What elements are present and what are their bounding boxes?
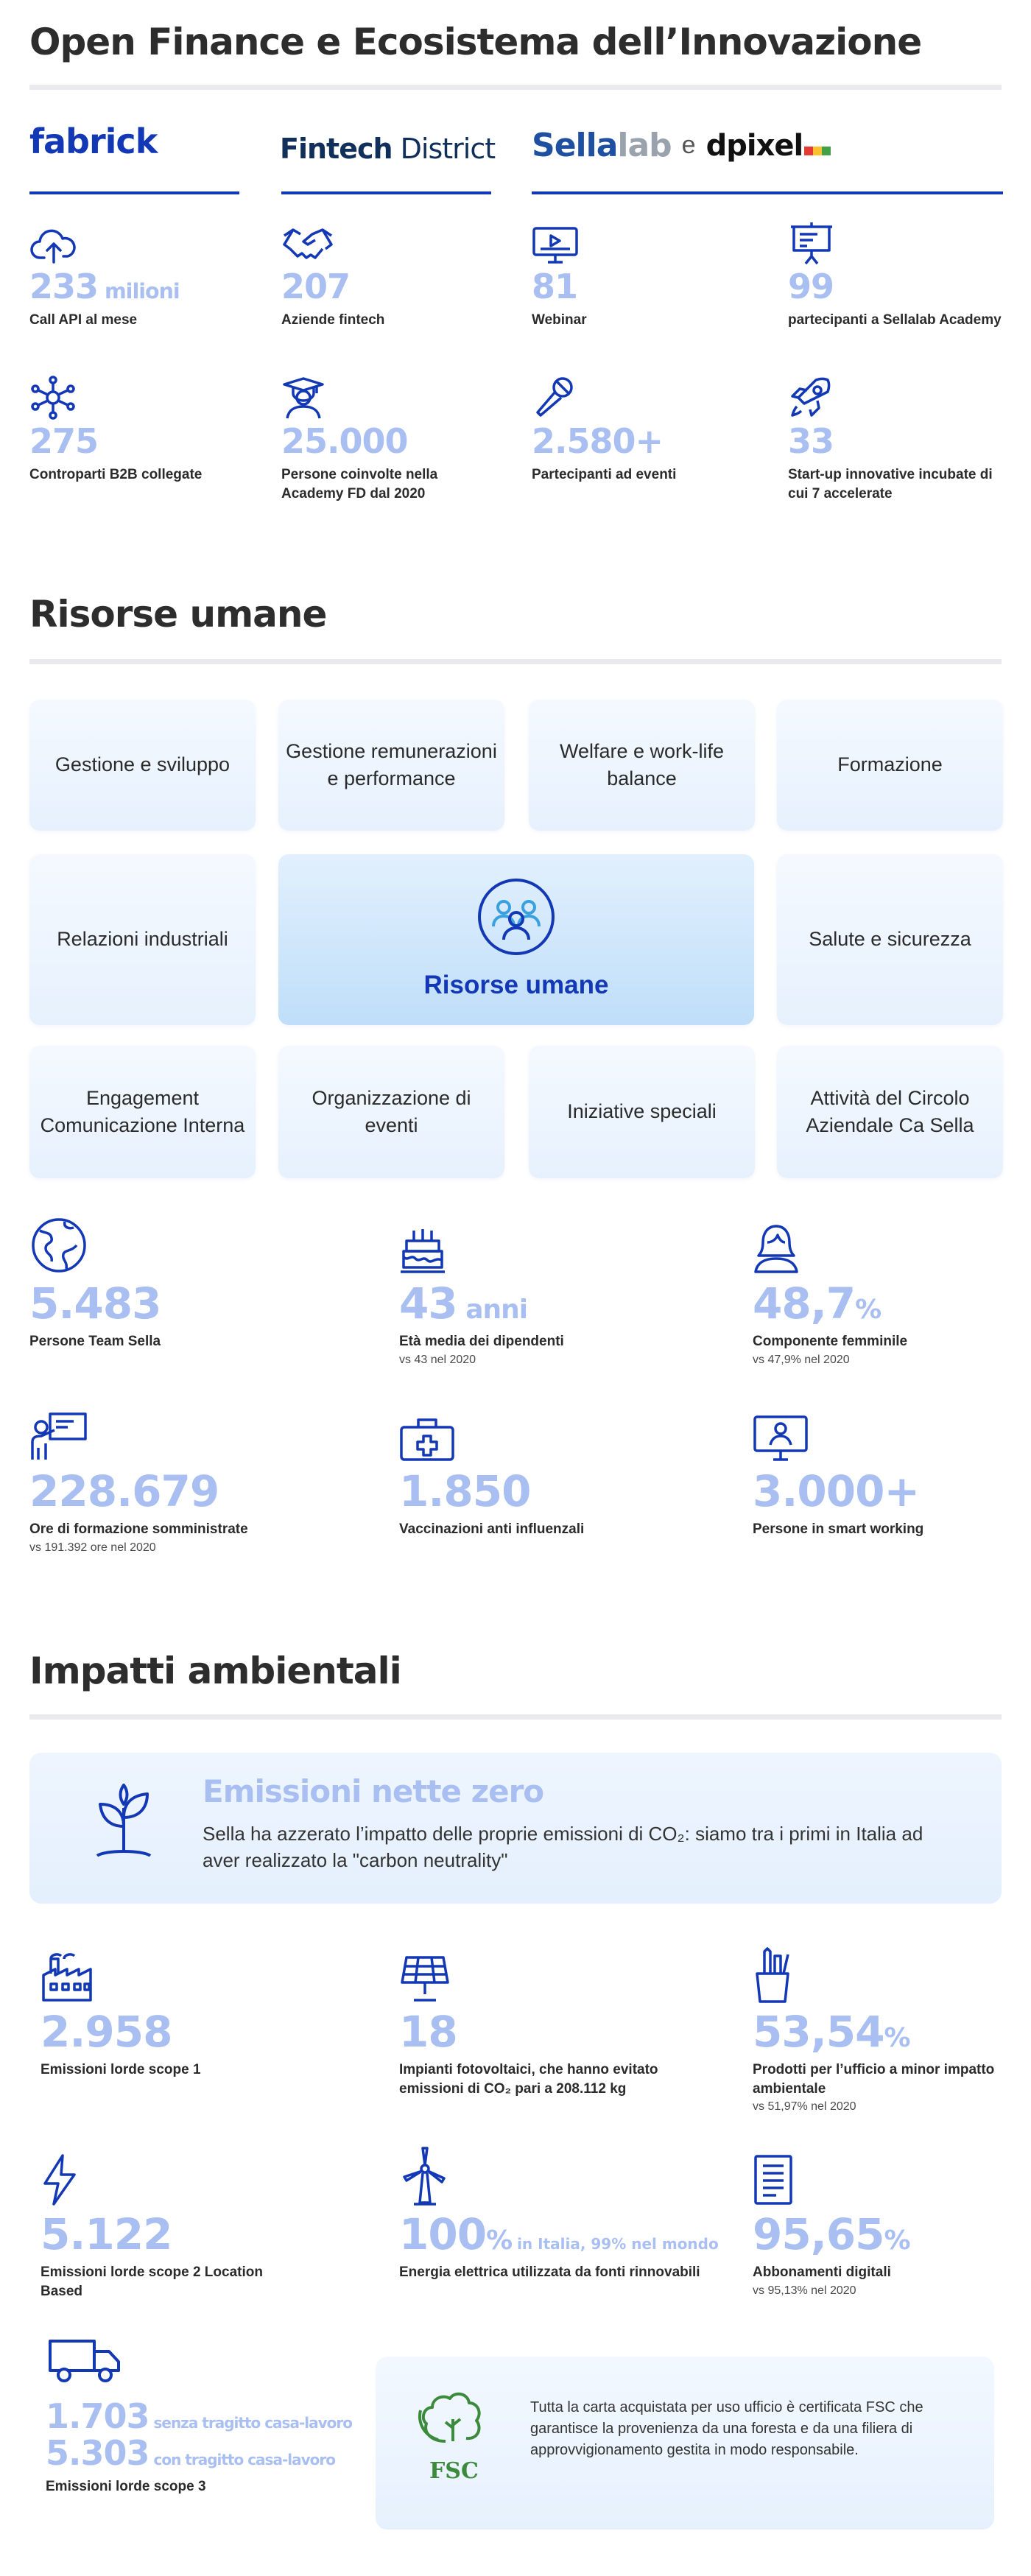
stat-value: 228.679 xyxy=(29,1466,219,1516)
hr-area-box: Organizzazione di eventi xyxy=(278,1046,504,1178)
fsc-box xyxy=(376,2357,994,2530)
presentation-board-icon xyxy=(788,219,1009,265)
stat-label: Persone Team Sella xyxy=(29,1334,161,1349)
stat-label: Impianti fotovoltaici, che hanno evitato emissioni di CO₂ pari a 208.112 kg xyxy=(399,2062,658,2097)
stat-label: Emissioni lorde scope 2 Location Based xyxy=(41,2264,263,2299)
stat-block xyxy=(753,1944,1018,2114)
fsc-text: Tutta la carta acquistata per uso ufficio è certificata FSC che garantisce la provenienza da una foresta e da una filiera di approvvigionamento gestita in modo responsabile. xyxy=(530,2399,923,2458)
stat-block xyxy=(399,1219,679,1367)
hr-area-box: Formazione xyxy=(777,700,1003,831)
net-zero-text: Sella ha azzerato l’impatto delle proprie emissioni di CO₂: siamo tra i primi in Italia ad aver realizzato la "carbon neutrality" xyxy=(203,1823,923,1872)
hr-area-box: Gestione e sviluppo xyxy=(29,700,256,831)
stat-block xyxy=(788,219,1009,330)
stat-label: Partecipanti ad eventi xyxy=(532,467,677,482)
hr-center-title: Risorse umane xyxy=(423,970,609,999)
plant-icon xyxy=(87,1782,161,1863)
hr-area-box: Iniziative speciali xyxy=(529,1046,755,1178)
remote-worker-icon xyxy=(753,1407,1031,1463)
stat-value: 33 xyxy=(788,421,834,461)
microphone-icon xyxy=(532,374,753,420)
stat-value: 5.122 xyxy=(41,2209,172,2259)
stat-block xyxy=(753,2147,1018,2298)
stat-label: Età media dei dipendenti xyxy=(399,1334,564,1349)
stat-sub: vs 95,13% nel 2020 xyxy=(753,2284,856,2297)
dpixel-logo: dpixel xyxy=(706,129,831,163)
stat-value: 275 xyxy=(29,421,99,461)
stat-value: 5.483 xyxy=(29,1278,161,1329)
logo-underline xyxy=(281,191,491,194)
team-circle-icon xyxy=(476,876,557,957)
stat-value: 48,7% xyxy=(753,1278,882,1329)
logo-underline xyxy=(532,191,1003,194)
stat-label: Webinar xyxy=(532,312,587,328)
stat-block xyxy=(29,1219,309,1351)
stat-block xyxy=(788,374,1009,503)
stat-block xyxy=(399,1944,664,2098)
stat-sub: vs 43 nel 2020 xyxy=(399,1353,476,1366)
stat-label: Abbonamenti digitali xyxy=(753,2264,891,2280)
stat-value: 53,54% xyxy=(753,2007,910,2057)
stat-sub: vs 51,97% nel 2020 xyxy=(753,2100,856,2114)
cloud-upload-icon xyxy=(29,219,250,265)
globe-icon xyxy=(29,1219,309,1275)
stat-label: Prodotti per l’ufficio a minor impatto ambientale xyxy=(753,2062,995,2097)
scope3-stat: 1.703 senza tragitto casa-lavoro 5.303 con tragitto casa-lavoro Emissioni lorde scope 3 xyxy=(46,2396,352,2494)
hr-area-box: Salute e sicurezza xyxy=(777,854,1003,1025)
stat-block xyxy=(281,219,502,330)
hr-area-box: Attività del Circolo Aziendale Ca Sella xyxy=(777,1046,1003,1178)
pencil-cup-icon xyxy=(753,1944,1018,2003)
stat-label: Persone in smart working xyxy=(753,1521,924,1537)
stat-block xyxy=(399,2147,753,2282)
wind-turbine-icon xyxy=(399,2147,753,2206)
stat-value: 100% in Italia, 99% nel mondo xyxy=(399,2209,719,2259)
handshake-icon xyxy=(281,219,502,265)
hr-area-box: Relazioni industriali xyxy=(29,854,256,1025)
stat-value: 25.000 xyxy=(281,421,408,461)
section-divider xyxy=(29,85,1002,90)
stat-label: Componente femminile xyxy=(753,1334,908,1349)
monitor-play-icon xyxy=(532,219,753,265)
stat-value: 1.850 xyxy=(399,1466,531,1516)
stat-sub: vs 47,9% nel 2020 xyxy=(753,1353,850,1366)
stat-block xyxy=(29,1407,309,1555)
net-zero-box xyxy=(29,1753,1002,1904)
stat-value: 2.580+ xyxy=(532,421,664,461)
sellalab-logo: Sellalab xyxy=(532,127,672,164)
graduate-icon xyxy=(281,374,502,420)
section-divider xyxy=(29,1714,1002,1720)
stat-value: 18 xyxy=(399,2007,457,2057)
document-icon xyxy=(753,2147,1018,2206)
stat-value: 99 xyxy=(788,267,834,306)
open-finance-title: Open Finance e Ecosistema dell’Innovazione xyxy=(29,21,922,63)
stat-value: 2.958 xyxy=(41,2007,172,2057)
env-title: Impatti ambientali xyxy=(29,1650,401,1692)
network-icon xyxy=(29,374,250,420)
stat-label: Aziende fintech xyxy=(281,312,385,328)
solar-panel-icon xyxy=(399,1944,664,2003)
stat-label: Controparti B2B collegate xyxy=(29,467,203,482)
fintech-district-logo: Fintech District xyxy=(280,133,496,165)
truck-icon xyxy=(48,2338,122,2384)
stat-value: 3.000+ xyxy=(753,1466,920,1516)
stat-label: Emissioni lorde scope 1 xyxy=(41,2062,201,2077)
fabrick-logo: fabrick xyxy=(29,122,158,161)
fsc-logo: FSC xyxy=(416,2390,497,2484)
stat-block xyxy=(29,219,250,330)
stat-value: 81 xyxy=(532,267,578,306)
woman-icon xyxy=(753,1219,1031,1275)
lightning-icon xyxy=(41,2147,306,2206)
first-aid-kit-icon xyxy=(399,1407,679,1463)
stat-label: Call API al mese xyxy=(29,312,138,328)
stat-label: partecipanti a Sellalab Academy xyxy=(788,312,1002,328)
birthday-cake-icon xyxy=(399,1219,679,1275)
stat-label: Vaccinazioni anti influenzali xyxy=(399,1521,585,1537)
stat-value: 43 anni xyxy=(399,1278,528,1329)
stat-block xyxy=(753,1407,1031,1539)
stat-label: Start-up innovative incubate di cui 7 accelerate xyxy=(788,467,993,502)
stat-block xyxy=(29,374,250,485)
logo-underline xyxy=(29,191,239,194)
stat-block xyxy=(753,1219,1031,1367)
net-zero-title: Emissioni nette zero xyxy=(203,1773,544,1809)
rocket-icon xyxy=(788,374,1009,420)
stat-label: Ore di formazione somministrate xyxy=(29,1521,248,1537)
stat-sub: vs 191.392 ore nel 2020 xyxy=(29,1541,156,1554)
stat-block xyxy=(41,1944,306,2080)
hr-area-box: Gestione remunerazioni e performance xyxy=(278,700,504,831)
factory-icon xyxy=(41,1944,306,2003)
stat-label: Energia elettrica utilizzata da fonti rinnovabili xyxy=(399,2264,700,2280)
hr-title: Risorse umane xyxy=(29,593,327,636)
stat-block xyxy=(532,374,753,485)
stat-label: Persone coinvolte nella Academy FD dal 2020 xyxy=(281,467,438,502)
stat-value: 233 milioni xyxy=(29,267,180,306)
section-divider xyxy=(29,659,1002,664)
hr-area-box: Welfare e work-life balance xyxy=(529,700,755,831)
hr-center-box xyxy=(278,854,754,1025)
stat-block xyxy=(399,1407,679,1539)
teacher-icon xyxy=(29,1407,309,1463)
sellalab-dpixel-logos: Sellalab e dpixel xyxy=(532,127,831,164)
stat-block xyxy=(281,374,502,503)
stat-value: 95,65% xyxy=(753,2209,910,2259)
stat-value: 207 xyxy=(281,267,351,306)
stat-block xyxy=(532,219,753,330)
stat-block xyxy=(41,2147,306,2301)
hr-area-box: Engagement Comunicazione Interna xyxy=(29,1046,256,1178)
